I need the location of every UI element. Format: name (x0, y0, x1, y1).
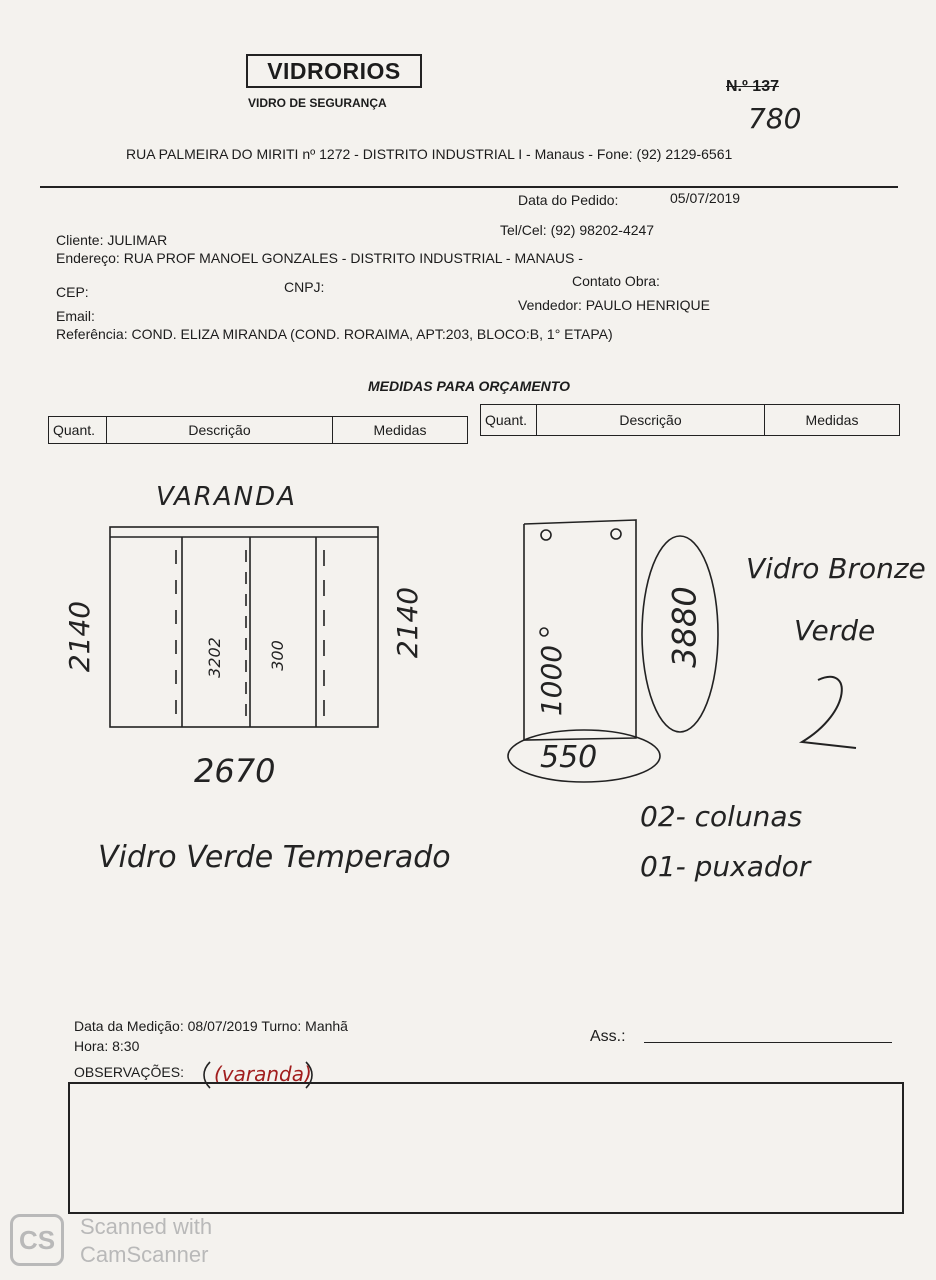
observations-handwritten: (varanda) (214, 1062, 312, 1086)
email-field: Email: (56, 308, 95, 324)
cep-field: CEP: (56, 284, 89, 300)
col-quant: Quant. (49, 417, 107, 443)
right-note-2: Verde (794, 614, 876, 647)
company-address: RUA PALMEIRA DO MIRITI nº 1272 - DISTRITO INDUSTRIAL I - Manaus - Fone: (92) 2129-6561 (126, 146, 733, 162)
signature-line (644, 1042, 892, 1043)
seller-field: Vendedor: PAULO HENRIQUE (518, 297, 710, 313)
client-field: Cliente: JULIMAR (56, 232, 168, 248)
observations-box (68, 1082, 904, 1214)
door-height-label: 1000 (535, 644, 569, 717)
contact-field: Contato Obra: (572, 273, 660, 289)
order-number-handwritten: 780 (748, 102, 802, 135)
right-height-label: 2140 (391, 586, 425, 659)
reference-field: Referência: COND. ELIZA MIRANDA (COND. RORAIMA, APT:203, BLOCO:B, 1° ETAPA) (56, 326, 613, 342)
sketch-title: VARANDA (156, 482, 297, 512)
hour-field: Hora: 8:30 (74, 1038, 140, 1054)
company-logo: VIDRORIOS (246, 54, 422, 88)
col-quant: Quant. (481, 405, 537, 435)
observations-label: OBSERVAÇÕES: (74, 1064, 184, 1080)
watermark-line2: CamScanner (80, 1242, 209, 1267)
list-item-1: 02- colunas (640, 800, 803, 833)
window-frame (110, 527, 378, 727)
list-item-2: 01- puxador (640, 850, 811, 883)
company-tagline: VIDRO DE SEGURANÇA (248, 96, 387, 110)
order-number-label: N.º 137 (726, 78, 779, 95)
width-label: 2670 (194, 752, 276, 790)
left-height-label: 2140 (63, 600, 97, 673)
phone-field: Tel/Cel: (92) 98202-4247 (500, 222, 655, 238)
section-title: MEDIDAS PARA ORÇAMENTO (368, 378, 570, 394)
order-date-label: Data do Pedido: (518, 192, 619, 208)
order-date-value: 05/07/2019 (670, 190, 741, 206)
col-descricao: Descrição (107, 417, 333, 443)
cnpj-field: CNPJ: (284, 279, 325, 295)
inner-label-b: 300 (267, 640, 287, 671)
measure-date-field: Data da Medição: 08/07/2019 Turno: Manhã (74, 1018, 348, 1034)
camscanner-logo: CS (10, 1214, 64, 1266)
right-note-1: Vidro Bronze (746, 552, 926, 585)
door-total-label: 3880 (665, 586, 704, 668)
col-descricao: Descrição (537, 405, 765, 435)
signature-label: Ass.: (590, 1028, 626, 1045)
door-width-label: 550 (540, 740, 598, 775)
col-medidas: Medidas (805, 412, 859, 428)
inner-label-a: 3202 (204, 637, 224, 678)
address-field: Endereço: RUA PROF MANOEL GONZALES - DISTRITO INDUSTRIAL - MANAUS - (56, 250, 583, 266)
watermark-line1: Scanned with (80, 1214, 213, 1239)
col-medidas: Medidas (373, 422, 427, 438)
glass-note: Vidro Verde Temperado (98, 840, 451, 875)
